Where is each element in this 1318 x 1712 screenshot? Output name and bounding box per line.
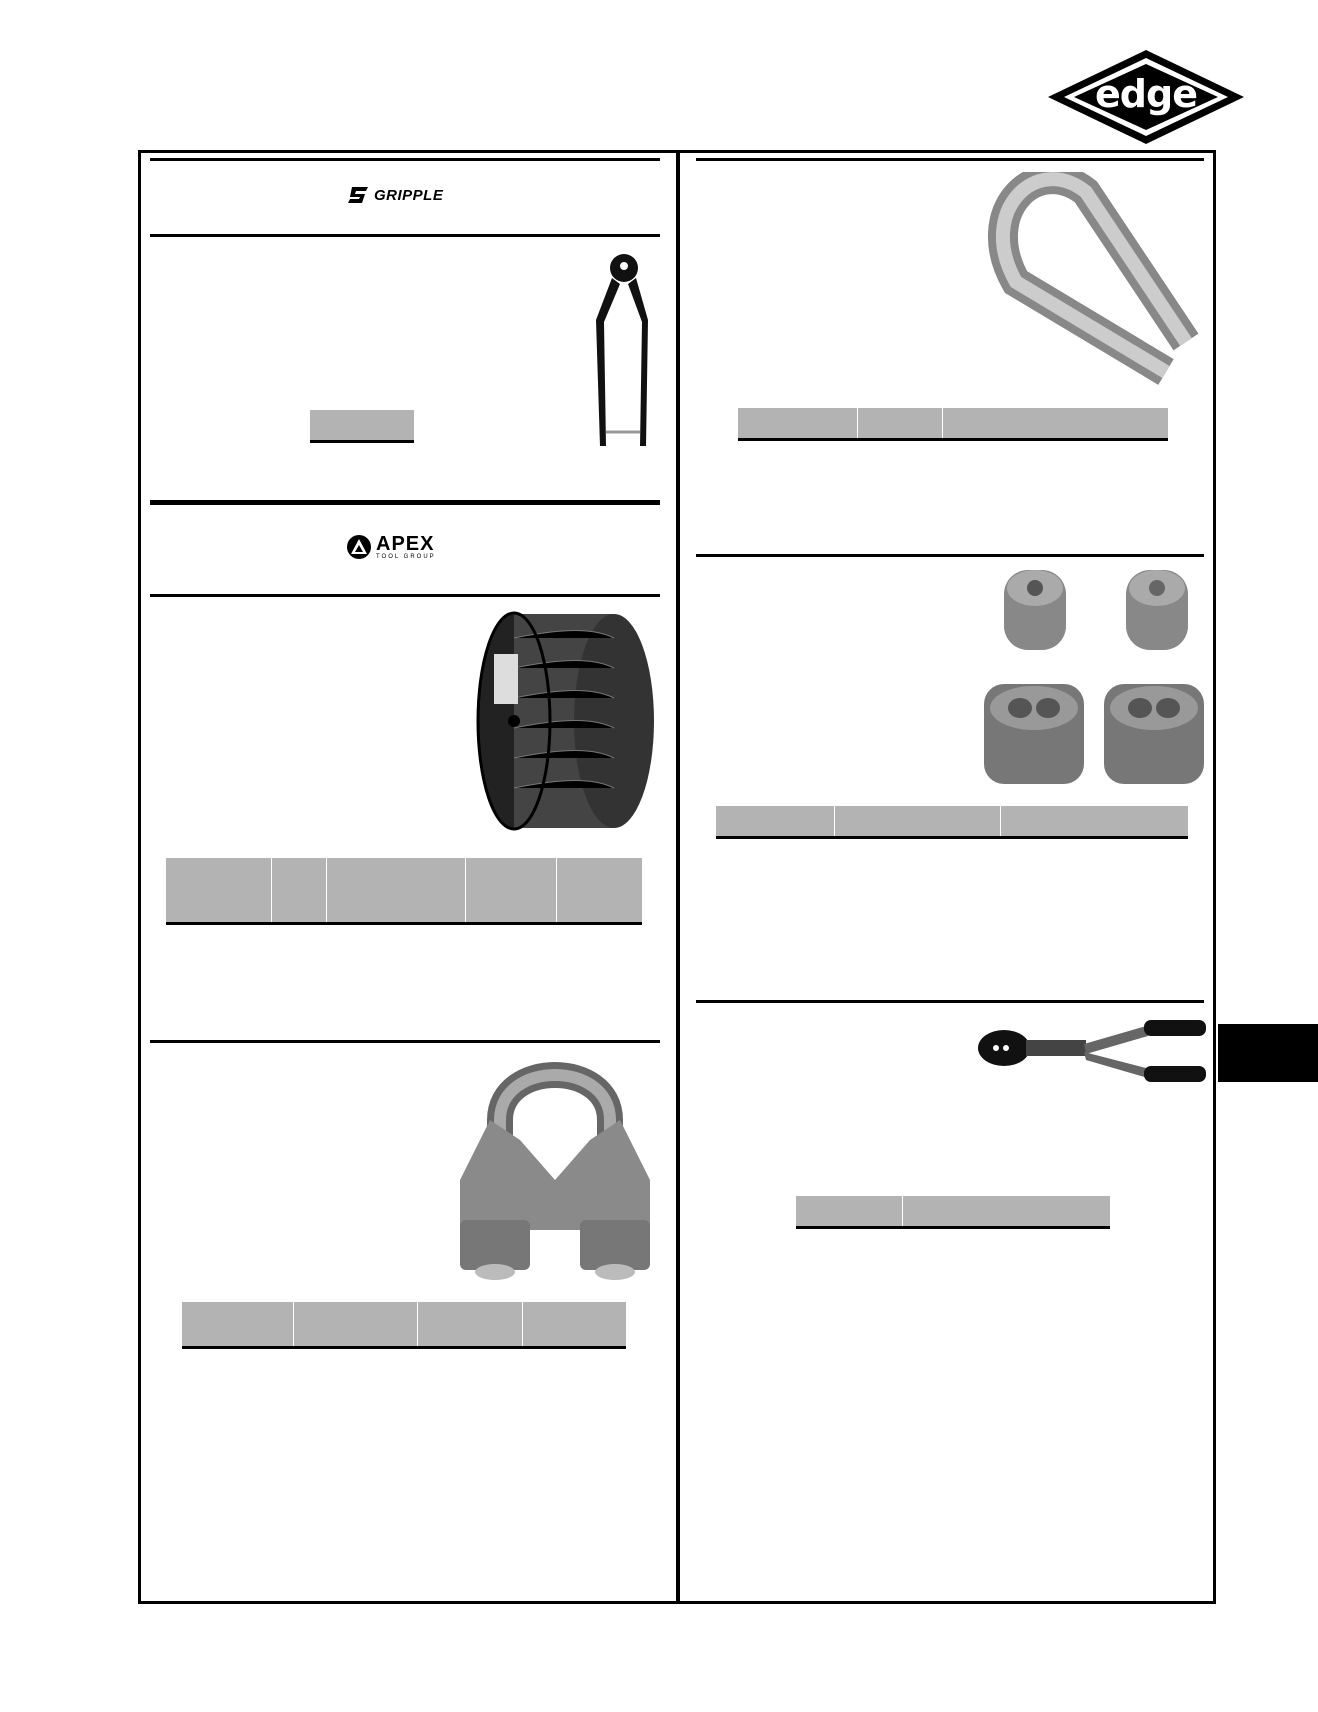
swaging-tool-table-header <box>796 1196 1110 1229</box>
ferrules-image <box>980 568 1206 788</box>
ferrule-table-header <box>716 806 1188 839</box>
edge-logo <box>1048 50 1244 144</box>
table-header-cell <box>903 1196 1110 1226</box>
apex-brand-text: APEX <box>376 533 435 555</box>
table-header-cell <box>557 858 642 922</box>
section-tab <box>1218 1024 1318 1082</box>
table-header-cell <box>716 806 835 836</box>
left-rule-5 <box>150 1040 660 1043</box>
thimble-table-header <box>738 408 1168 441</box>
table-header-cell <box>738 408 858 438</box>
table-header-cell <box>418 1302 522 1346</box>
wire-rope-thimble-image <box>976 172 1206 392</box>
table-header-cell <box>796 1196 903 1226</box>
gripple-brand <box>348 185 443 205</box>
apex-triangle-icon <box>346 534 372 560</box>
table-header-cell <box>166 858 272 922</box>
cable-reel-image <box>474 608 656 834</box>
table-header-cell <box>1001 806 1188 836</box>
table-header-cell <box>943 408 1168 438</box>
table-header-cell <box>327 858 467 922</box>
table-header-cell <box>310 410 414 440</box>
left-top-rule <box>150 158 660 161</box>
left-rule-3 <box>150 500 660 505</box>
table-header-cell <box>466 858 556 922</box>
table-header-cell <box>523 1302 626 1346</box>
wire-rope-cutter-image <box>590 250 650 456</box>
table-header-cell <box>182 1302 294 1346</box>
edge-logo-text: edge <box>1095 72 1197 116</box>
clip-table-header <box>182 1302 626 1349</box>
table-header-cell <box>858 408 943 438</box>
swaging-tool-image <box>976 1016 1208 1090</box>
gripple-logo-icon <box>348 185 370 205</box>
table-header-cell <box>272 858 327 922</box>
apex-brand-subtext: TOOL GROUP <box>376 554 436 560</box>
table-header-cell <box>835 806 1001 836</box>
right-rule-2 <box>696 554 1204 557</box>
cutter-table-header <box>310 410 414 443</box>
wire-rope-clip-image <box>450 1050 660 1282</box>
right-top-rule <box>696 158 1204 161</box>
apex-brand <box>346 534 436 560</box>
right-rule-3 <box>696 1000 1204 1003</box>
table-header-cell <box>294 1302 418 1346</box>
column-divider <box>676 150 680 1604</box>
cable-reel-table-header <box>166 858 642 925</box>
left-rule-4 <box>150 594 660 597</box>
left-rule-2 <box>150 234 660 237</box>
gripple-brand-text: GRIPPLE <box>374 186 444 204</box>
